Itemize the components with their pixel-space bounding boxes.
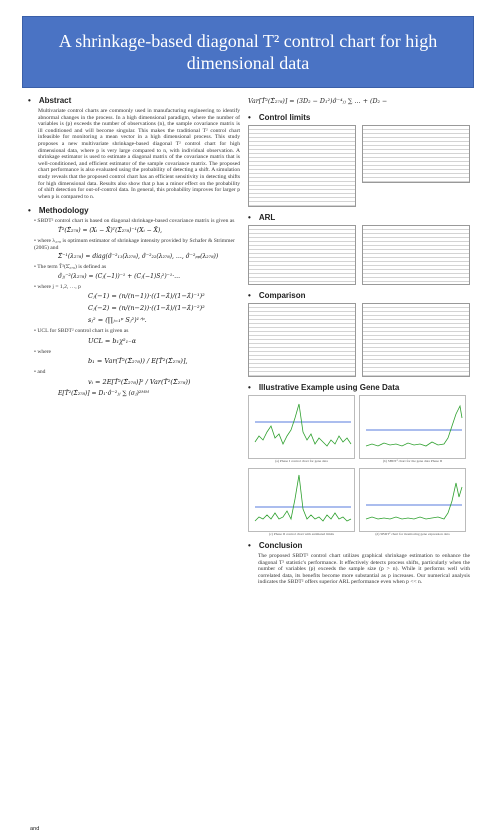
control-limits-tables [248, 125, 470, 207]
plot-3 [248, 468, 355, 537]
plot-4-chart [359, 468, 466, 532]
plot-3-caption: (c) Phase II control chart with estimated limits [268, 532, 335, 536]
right-column [248, 96, 470, 591]
formula-b1: b₁ = Var(T̂²(Σ̂₂₇₈)) / E[T̂²(Σ̂₂₇₈)], [88, 357, 188, 366]
method-bullet-5: • UCL for SBDT² control chart is given as [34, 328, 240, 335]
illustrative-heading: • Illustrative Example using Gene Data [248, 383, 400, 392]
plot-2 [359, 395, 466, 464]
plot-1 [248, 395, 355, 464]
comparison-table-1 [248, 303, 356, 377]
comparison-heading: • Comparison [248, 291, 306, 300]
abstract-heading: • Abstract [28, 96, 72, 105]
formula-variance: Var[T̂²(Σ̂₂₇₈)] = (3D₂ − D₁²)σ̂⁻⁴ⱼⱼ ∑ … + (D₂ − [248, 98, 388, 105]
control-limits-table-2 [362, 125, 470, 183]
method-bullet-1: • SBDT² control chart is based on diagonal shrinkage-based covariance matrix is given as [34, 218, 240, 225]
formula-v: vᵢ = 2E[T̂²(Σ̂₂₇₈)]² / Var(T̂²(Σ̂₂₇₈)) [88, 378, 191, 387]
plot-4 [359, 468, 466, 537]
formula-s2: sⱼ² = (∏ⱼ₌₁ᵖ Sⱼ²)¹ᐟᵖ. [88, 316, 147, 325]
arl-table-2 [362, 225, 470, 285]
formula-sigma: σ̂ⱼⱼ⁻²(λ₂₇₈) = (Cⱼ(−1))⁻¹ + (Cⱼ(−1)Sⱼ²)⁻¹·… [58, 272, 181, 280]
abstract-text: Multivariate control charts are commonly used in manufacturing engineering to identify abnormal changes in the process. In a high dimensional paradigm, where the number of variables is (p) exceeds the number of observations (n), the sample covariance matrix is ill conditioned and will become singular. This makes the traditional T² control chart infeasible for monitoring a mean vector in a high dimensional process. This study proposes a new multivariate shrinkage-based diagonal T² control chart for high dimensional data, where p is very large compared to n, with individual observation. A shrinkage estimator is used to estimate a diagonal matrix of the covariance matrix that is well-conditioned, and efficient estimator of the sample covariance matrix. The proposed chart performance is also evaluated using the probability of detecting a shift. A simulation study reveals that the proposed control chart has an efficient sensitivity in detecting shifts for high dimensional data. Results also show that p has a minor effect on the probability of shift detection for out-of-control data. In general, this probability improves for larger p when p is compared to n. [38, 108, 240, 200]
gene-data-plots [248, 395, 470, 537]
method-bullet-6: • where [34, 349, 240, 356]
footer-and: and [30, 826, 40, 832]
method-bullet-4: • where j = 1,2, …, p [34, 284, 240, 291]
plot-1-chart [248, 395, 355, 459]
method-bullet-3: • The term T̂²(Σ̂₂₇₈) is defined as [34, 264, 240, 271]
conclusion-text: The proposed SBDT² control chart utilizes graphical shrinkage estimation to enhance the diagonal T² statistic's performance. It effectively detects process shifts, particularly when the number of variables (p) exceeds the sample size (p > n). While it performs well with correlated data, its benefits become more substantial as p increases. Our numerical analysis indicates the SBDT² offers superior ARL performance even when p << n. [258, 553, 470, 586]
left-column [28, 96, 240, 403]
abstract-section [28, 96, 240, 200]
formula-diag: Σ̂⁻¹(λ₂₇₈) = diag(σ̂⁻²₁₁(λ₂₇₈), σ̂⁻²₂₂(λ₂₇₈), …, σ̂⁻²ₚₚ(λ₂₇₈)) [58, 253, 219, 261]
formula-ucl: UCL = b₁χ²₁₋α [88, 336, 137, 345]
control-limits-heading: • Control limits [248, 113, 311, 122]
conclusion-heading: • Conclusion [248, 541, 303, 550]
methodology-heading: • Methodology [28, 206, 89, 216]
formula-c2: Cⱼ(−2) = (n/(n−2))·((1−λ̂)/(1−λ̂)⁻²)² [88, 304, 205, 313]
plot-2-chart [359, 395, 466, 459]
formula-c1: Cⱼ(−1) = (n/(n−1))·((1−λ̂)/(1−λ̂)⁻¹)² [88, 292, 205, 301]
plot-1-caption: (a) Phase I control chart for gene data [275, 459, 328, 463]
arl-tables [248, 225, 470, 285]
comparison-table-2 [362, 303, 470, 377]
control-limits-table-1 [248, 125, 356, 207]
plot-4-caption: (d) SBDT² chart for monitoring gene expression data [375, 532, 450, 536]
arl-heading: • ARL [248, 213, 276, 222]
plot-3-chart [248, 468, 355, 532]
arl-table-1 [248, 225, 356, 285]
title-banner [22, 16, 474, 88]
poster-title: A shrinkage-based diagonal T² control chart for high dimensional data [58, 31, 438, 73]
method-bullet-2: • where λ₂₇₈ is optimum estimator of shrinkage intensity provided by Schafer & Strimmer (2005) and [34, 238, 240, 251]
formula-expectation: E[T̂²(Σ̂₂₇₈)] = D₁·σ̂⁻²ⱼⱼ ∑ (σⱼ)²ᴹᴹ [58, 390, 150, 398]
method-bullet-7: • and [34, 369, 240, 376]
plot-2-caption: (b) SBDT² chart for the gene data Phase II [382, 459, 443, 463]
formula-t2: T̂²(Σ̂₂₇₈) = (Xᵢ − X̄)ᵀ(Σ̂₂₇₈)⁻¹(Xᵢ − X̄), [58, 226, 163, 234]
comparison-tables [248, 303, 470, 377]
methodology-section [28, 206, 240, 397]
